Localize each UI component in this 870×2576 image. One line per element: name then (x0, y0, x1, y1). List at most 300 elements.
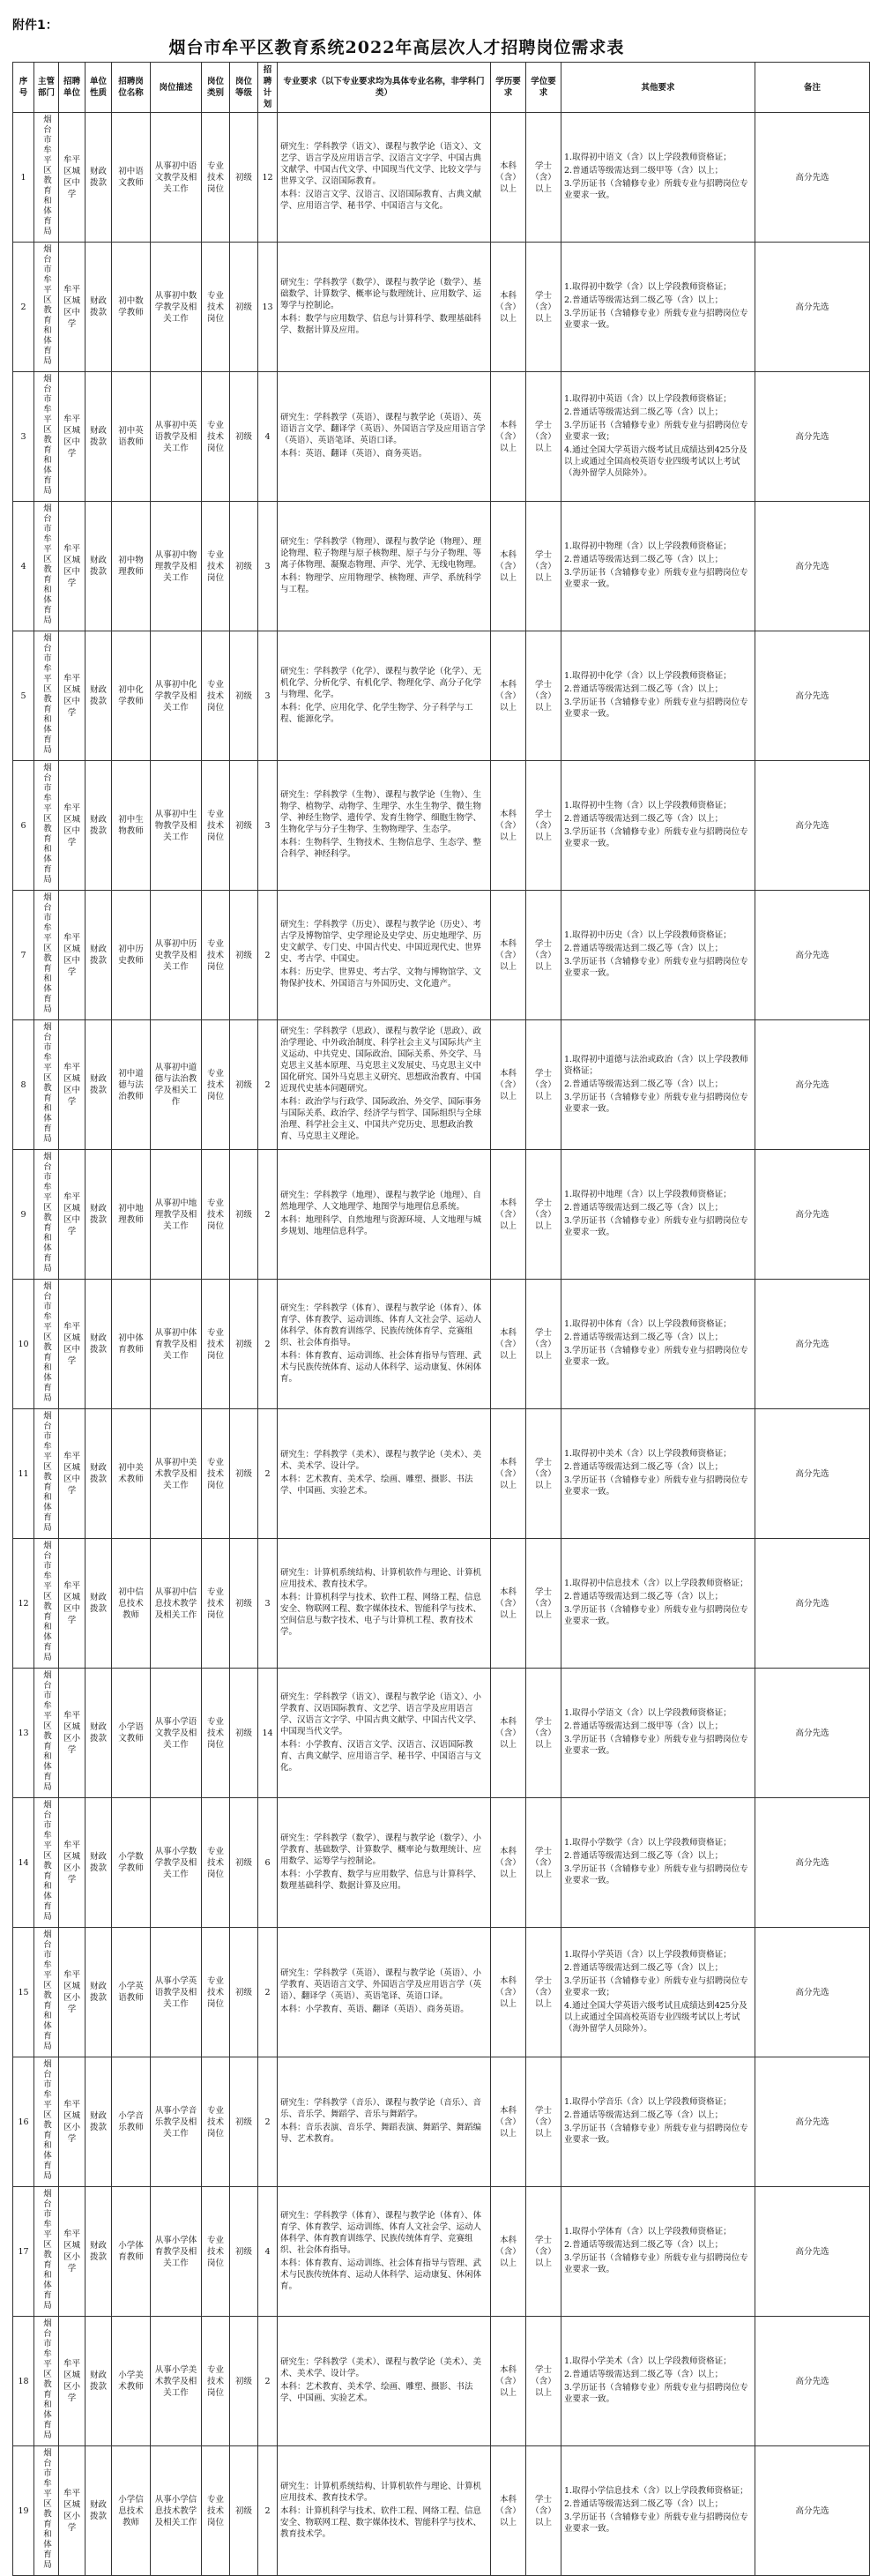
requirement-line: 3.学历证书（含辅修专业）所载专业与招聘岗位专业要求一致。 (564, 309, 748, 330)
cell-dept (34, 1020, 59, 1150)
major-graduate: 研究生：学科教学（历史）、课程与教学论（历史）、考古学及博物馆学、史学理论及史学史、历史地理学、历史文献学、专门史、中国古代史、中国近现代史、世界史、考古学、中国史。 (280, 920, 482, 964)
table-row (13, 2317, 870, 2446)
requirement-line: 2.普通话等级需达到二级乙等（含）以上； (564, 1851, 724, 1861)
table-row (13, 2446, 870, 2576)
cell-major (278, 502, 491, 631)
requirement-line: 1.取得初中英语（含）以上学段教师资格证； (564, 393, 732, 404)
cell-no: 12 (13, 1539, 34, 1669)
cell-major (278, 2057, 491, 2187)
cell-no: 6 (13, 761, 34, 891)
cell-level: 初级 (230, 1798, 258, 1928)
requirement-line: 3.学历证书（含辅修专业）所载专业与招聘岗位专业要求一致。 (564, 2383, 748, 2404)
cell-no: 17 (13, 2187, 34, 2317)
cell-nature: 财政拨款 (86, 1150, 112, 1280)
cell-level: 初级 (230, 1669, 258, 1798)
cell-no: 8 (13, 1020, 34, 1150)
cell-requirements (561, 761, 755, 891)
cell-plan: 2 (258, 1928, 278, 2057)
cell-category: 专业技术岗位 (202, 1409, 230, 1539)
cell-category: 专业技术岗位 (202, 891, 230, 1020)
cell-degree: 学士（含）以上 (526, 2187, 561, 2317)
major-undergraduate: 本科：艺术教育、美术学、绘画、雕塑、摄影、书法学、中国画、实验艺术。 (280, 2382, 473, 2403)
major-undergraduate: 本科：数学与应用数学、信息与计算科学、数理基础科学、数据计算及应用。 (280, 313, 482, 335)
major-undergraduate: 本科：英语、翻译（英语）、商务英语。 (280, 449, 428, 459)
header-cell: 专业要求（以下专业要求均为具体专业名称，非学科门类） (278, 63, 491, 113)
cell-category: 专业技术岗位 (202, 1669, 230, 1798)
cell-category: 专业技术岗位 (202, 631, 230, 761)
cell-unit: 牟平区城区中学 (59, 113, 86, 243)
major-undergraduate: 本科：历史学、世界史、考古学、文物与博物馆学、文物保护技术、外国语言与外国历史、文化遗产。 (280, 967, 482, 989)
cell-unit: 牟平区城区小学 (59, 1928, 86, 2057)
cell-major (278, 631, 491, 761)
major-graduate: 研究生：计算机系统结构、计算机软件与理论、计算机应用技术、教育技术学。 (280, 1568, 482, 1589)
cell-requirements (561, 2187, 755, 2317)
major-undergraduate: 本科：计算机科学与技术、软件工程、网络工程、信息安全、物联网工程、数字媒体技术、智能科学与技术、空间信息与数字技术、电子与计算机工程、教育技术学。 (280, 1593, 482, 1637)
cell-nature: 财政拨款 (86, 1539, 112, 1669)
cell-note: 高分先选 (755, 2057, 870, 2187)
cell-category: 专业技术岗位 (202, 502, 230, 631)
cell-category: 专业技术岗位 (202, 1280, 230, 1409)
cell-post: 小学音乐教师 (112, 2057, 151, 2187)
cell-no: 3 (13, 372, 34, 502)
cell-note: 高分先选 (755, 1669, 870, 1798)
requirement-line: 1.取得小学美术（含）以上学段教师资格证； (564, 2356, 732, 2366)
dept-text: 烟台市牟平区教育和体育局 (41, 1541, 51, 1662)
cell-note: 高分先选 (755, 1928, 870, 2057)
requirement-line: 3.学历证书（含辅修专业）所载专业与招聘岗位专业要求一致。 (564, 1475, 748, 1497)
header-cell: 岗位类别 (202, 63, 230, 113)
dept-text: 烟台市牟平区教育和体育局 (41, 1670, 51, 1792)
dept-text: 烟台市牟平区教育和体育局 (41, 2189, 51, 2311)
cell-degree: 学士（含）以上 (526, 243, 561, 372)
cell-post: 初中美术教师 (112, 1409, 151, 1539)
cell-level: 初级 (230, 243, 258, 372)
cell-education: 本科（含）以上 (491, 2317, 526, 2446)
requirement-line: 2.普通话等级需达到二级乙等（含）以上； (564, 2240, 724, 2250)
requirement-line: 2.普通话等级需达到二级乙等（含）以上； (564, 1462, 724, 1472)
major-graduate: 研究生：学科教学（物理）、课程与教学论（物理）、理论物理、粒子物理与原子核物理、原子与分子物理、等离子体物理、凝聚态物理、声学、光学、无线电物理。 (280, 536, 482, 570)
cell-education: 本科（含）以上 (491, 1280, 526, 1409)
requirement-line: 1.取得初中体育（含）以上学段教师资格证； (564, 1319, 732, 1329)
cell-unit: 牟平区城区中学 (59, 891, 86, 1020)
dept-text: 烟台市牟平区教育和体育局 (41, 1152, 51, 1273)
cell-post: 小学语文教师 (112, 1669, 151, 1798)
requirement-line: 3.学历证书（含辅修专业）所载专业与招聘岗位专业要求一致。 (564, 1216, 748, 1237)
requirement-line: 1.取得初中地理（含）以上学段教师资格证； (564, 1190, 732, 1199)
cell-desc: 从事小学语文教学及相关工作 (151, 1669, 202, 1798)
requirement-line: 2.普通话等级需达到二级乙等（含）以上； (564, 944, 724, 953)
requirement-line: 2.普通话等级需达到二级乙等（含）以上； (564, 1203, 724, 1213)
cell-level: 初级 (230, 2187, 258, 2317)
cell-requirements (561, 1798, 755, 1928)
cell-post: 初中物理教师 (112, 502, 151, 631)
requirement-line: 2.普通话等级需达到二级乙等（含）以上； (564, 2499, 724, 2509)
cell-education: 本科（含）以上 (491, 243, 526, 372)
cell-dept (34, 631, 59, 761)
header-cell: 学位要求 (526, 63, 561, 113)
cell-nature: 财政拨款 (86, 761, 112, 891)
requirement-line: 1.取得小学语文（含）以上学段教师资格证； (564, 1708, 732, 1718)
cell-plan: 3 (258, 502, 278, 631)
positions-table (12, 62, 870, 2576)
table-header-row (13, 63, 870, 113)
cell-major (278, 1409, 491, 1539)
cell-nature: 财政拨款 (86, 2317, 112, 2446)
table-row (13, 2187, 870, 2317)
cell-dept (34, 113, 59, 243)
cell-plan: 2 (258, 2317, 278, 2446)
cell-requirements (561, 1409, 755, 1539)
cell-nature: 财政拨款 (86, 372, 112, 502)
requirement-line: 1.取得小学数学（含）以上学段教师资格证； (564, 1838, 732, 1848)
header-cell: 招聘单位 (59, 63, 86, 113)
cell-nature: 财政拨款 (86, 1928, 112, 2057)
major-graduate: 研究生：学科教学（地理）、课程与教学论（地理）、自然地理学、人文地理学、地图学与地理信息系统。 (280, 1191, 482, 1212)
cell-dept (34, 2057, 59, 2187)
table-row (13, 113, 870, 243)
table-row (13, 1928, 870, 2057)
cell-unit: 牟平区城区小学 (59, 2317, 86, 2446)
cell-unit: 牟平区城区中学 (59, 631, 86, 761)
requirement-line: 1.取得初中数学（含）以上学段教师资格证； (564, 282, 732, 292)
cell-unit: 牟平区城区小学 (59, 2187, 86, 2317)
cell-desc: 从事小学美术教学及相关工作 (151, 2317, 202, 2446)
major-undergraduate: 本科：小学教育、汉语言文学、汉语言、汉语国际教育、古典文献学、应用语言学、秘书学、中国语言与文化。 (280, 1739, 482, 1773)
cell-education: 本科（含）以上 (491, 1020, 526, 1150)
table-row (13, 891, 870, 1020)
cell-dept (34, 761, 59, 891)
cell-degree: 学士（含）以上 (526, 1150, 561, 1280)
requirement-line: 3.学历证书（含辅修专业）所载专业与招聘岗位专业要求一致。 (564, 1735, 748, 1756)
cell-unit: 牟平区城区小学 (59, 1798, 86, 1928)
header-cell: 序号 (13, 63, 34, 113)
cell-level: 初级 (230, 1280, 258, 1409)
requirement-line: 2.普通话等级需达到二级乙等（含）以上； (564, 814, 724, 824)
cell-post: 小学信息技术教师 (112, 2446, 151, 2576)
cell-requirements (561, 1280, 755, 1409)
cell-post: 小学英语教师 (112, 1928, 151, 2057)
cell-degree: 学士（含）以上 (526, 1928, 561, 2057)
table-row (13, 1798, 870, 1928)
cell-nature: 财政拨款 (86, 502, 112, 631)
cell-dept (34, 2187, 59, 2317)
requirement-line: 1.取得初中道德与法治或政治（含）以上学段教师资格证； (564, 1054, 748, 1076)
requirement-line: 2.普通话等级需达到二级乙等（含）以上； (564, 1079, 724, 1089)
header-cell: 招聘岗位名称 (112, 63, 151, 113)
header-cell: 招聘计划 (258, 63, 278, 113)
cell-level: 初级 (230, 372, 258, 502)
cell-dept (34, 372, 59, 502)
cell-level: 初级 (230, 631, 258, 761)
cell-note: 高分先选 (755, 113, 870, 243)
major-graduate: 研究生：学科教学（美术）、课程与教学论（美术）、美术、美术学、设计学。 (280, 1450, 482, 1471)
cell-education: 本科（含）以上 (491, 1539, 526, 1669)
cell-major (278, 1539, 491, 1669)
table-row (13, 1669, 870, 1798)
cell-dept (34, 1409, 59, 1539)
header-cell: 其他要求 (561, 63, 755, 113)
cell-note: 高分先选 (755, 761, 870, 891)
cell-post: 初中数学教师 (112, 243, 151, 372)
requirement-line: 3.学历证书（含辅修专业）所载专业与招聘岗位专业要求一致。 (564, 2253, 748, 2274)
cell-plan: 12 (258, 113, 278, 243)
cell-level: 初级 (230, 761, 258, 891)
cell-dept (34, 1928, 59, 2057)
requirement-line: 2.普通话等级需达到二级乙等（含）以上； (564, 555, 724, 564)
table-row (13, 1150, 870, 1280)
requirement-line: 3.学历证书（含辅修专业）所载专业与招聘岗位专业要求一致。 (564, 568, 748, 589)
requirement-line: 2.普通话等级需达到二级乙等（含）以上； (564, 684, 724, 694)
major-undergraduate: 本科：音乐表演、音乐学、舞蹈表演、舞蹈学、舞蹈编导、艺术教育。 (280, 2123, 482, 2144)
cell-unit: 牟平区城区中学 (59, 1020, 86, 1150)
requirement-line: 4.通过全国大学英语六级考试且成绩达到425分及以上或通过全国高校英语专业四级考试以上考试（海外留学人员除外）。 (564, 444, 747, 478)
cell-desc: 从事初中信息技术教学及相关工作 (151, 1539, 202, 1669)
cell-requirements (561, 631, 755, 761)
cell-plan: 6 (258, 1798, 278, 1928)
cell-major (278, 761, 491, 891)
major-undergraduate: 本科：政治学与行政学、国际政治、外交学、国际事务与国际关系、政治学、经济学与哲学、国际组织与全球治理、科学社会主义、中国共产党历史、思想政治教育、马克思主义理论。 (280, 1097, 482, 1141)
major-undergraduate: 本科：计算机科学与技术、软件工程、网络工程、信息安全、物联网工程、数字媒体技术、智能科学与技术、教育技术学。 (280, 2505, 482, 2539)
cell-plan: 2 (258, 1020, 278, 1150)
cell-note: 高分先选 (755, 502, 870, 631)
cell-education: 本科（含）以上 (491, 2057, 526, 2187)
cell-post: 初中地理教师 (112, 1150, 151, 1280)
requirement-line: 3.学历证书（含辅修专业）所载专业与招聘岗位专业要求一致。 (564, 827, 748, 848)
cell-dept (34, 243, 59, 372)
cell-level: 初级 (230, 502, 258, 631)
cell-nature: 财政拨款 (86, 891, 112, 1020)
table-row (13, 502, 870, 631)
table-body (13, 113, 870, 2576)
cell-category: 专业技术岗位 (202, 2317, 230, 2446)
cell-degree: 学士（含）以上 (526, 113, 561, 243)
table-row (13, 1409, 870, 1539)
major-graduate: 研究生：学科教学（思政）、课程与教学论（思政）、政治学理论、中外政治制度、科学社会主义与国际共产主义运动、中共党史、国际政治、国际关系、外交学、马克思主义基本原理、马克思主义发展史、马克思主义中国化研究、国外马克思主义研究、思想政治教育、中国近现代史基本问题研究。 (280, 1027, 482, 1094)
cell-requirements (561, 243, 755, 372)
major-graduate: 研究生：学科教学（化学）、课程与教学论（化学）、无机化学、分析化学、有机化学、物理化学、高分子化学与物理、化学。 (280, 666, 482, 699)
cell-education: 本科（含）以上 (491, 502, 526, 631)
cell-category: 专业技术岗位 (202, 372, 230, 502)
cell-unit: 牟平区城区中学 (59, 502, 86, 631)
major-graduate: 研究生：学科教学（美术）、课程与教学论（美术）、美术、美术学、设计学。 (280, 2357, 482, 2378)
cell-desc: 从事小学信息技术教学及相关工作 (151, 2446, 202, 2576)
cell-note: 高分先选 (755, 2187, 870, 2317)
dept-text: 烟台市牟平区教育和体育局 (41, 2059, 51, 2181)
cell-nature: 财政拨款 (86, 2446, 112, 2576)
cell-no: 7 (13, 891, 34, 1020)
dept-text: 烟台市牟平区教育和体育局 (41, 1930, 51, 2051)
cell-nature: 财政拨款 (86, 1669, 112, 1798)
cell-desc: 从事初中地理教学及相关工作 (151, 1150, 202, 1280)
cell-post: 初中英语教师 (112, 372, 151, 502)
cell-education: 本科（含）以上 (491, 1150, 526, 1280)
cell-post: 初中道德与法治教师 (112, 1020, 151, 1150)
table-row (13, 372, 870, 502)
cell-major (278, 2187, 491, 2317)
cell-post: 小学体育教师 (112, 2187, 151, 2317)
table-row (13, 2057, 870, 2187)
dept-text: 烟台市牟平区教育和体育局 (41, 2318, 51, 2440)
requirement-line: 1.取得小学信息技术（含）以上学段教师资格证； (564, 2486, 748, 2496)
cell-desc: 从事初中英语教学及相关工作 (151, 372, 202, 502)
dept-text: 烟台市牟平区教育和体育局 (41, 1800, 51, 1922)
table-row (13, 1020, 870, 1150)
requirement-line: 2.普通话等级需达到二级乙等（含）以上； (564, 1592, 724, 1602)
requirement-line: 1.取得小学英语（含）以上学段教师资格证； (564, 1949, 732, 1960)
cell-no: 18 (13, 2317, 34, 2446)
requirement-line: 3.学历证书（含辅修专业）所载专业与招聘岗位专业要求一致。 (564, 1346, 748, 1367)
cell-post: 初中体育教师 (112, 1280, 151, 1409)
cell-degree: 学士（含）以上 (526, 631, 561, 761)
requirement-line: 3.学历证书（含辅修专业）所载专业与招聘岗位专业要求一致。 (564, 1605, 748, 1626)
cell-no: 2 (13, 243, 34, 372)
cell-note: 高分先选 (755, 243, 870, 372)
cell-nature: 财政拨款 (86, 1409, 112, 1539)
cell-requirements (561, 1150, 755, 1280)
major-graduate: 研究生：学科教学（体育）、课程与教学论（体育）、体育学、体育教学、运动训练、体育人文社会学、运动人体科学、体育教育训练学、民族传统体育学、竞赛组织、社会体育指导。 (280, 1303, 482, 1348)
major-graduate: 研究生：学科教学（语文）、课程与教学论（语文）、小学教育、汉语国际教育、文艺学、语言学及应用语言学、汉语言文字学、中国古典文献学、中国古代文学、中国现当代文学。 (280, 1691, 482, 1736)
requirement-line: 1.取得小学体育（含）以上学段教师资格证； (564, 2227, 732, 2236)
major-graduate: 研究生：学科教学（数学）、课程与教学论（数学）、基础数学、计算数学、概率论与数理统计、应用数学、运筹学与控制论。 (280, 277, 482, 310)
requirement-line: 3.学历证书（含辅修专业）所载专业与招聘岗位专业要求一致； (564, 1975, 748, 1997)
cell-degree: 学士（含）以上 (526, 891, 561, 1020)
table-row (13, 1280, 870, 1409)
major-graduate: 研究生：学科教学（英语）、课程与教学论（英语）、小学教育、英语语言文学、外国语言学及应用语言学（英语）、翻译学（英语）、英语笔译、英语口译。 (280, 1968, 482, 2001)
cell-level: 初级 (230, 1539, 258, 1669)
cell-education: 本科（含）以上 (491, 1928, 526, 2057)
cell-requirements (561, 372, 755, 502)
dept-text: 烟台市牟平区教育和体育局 (41, 763, 51, 885)
cell-unit: 牟平区城区中学 (59, 761, 86, 891)
cell-desc: 从事初中美术教学及相关工作 (151, 1409, 202, 1539)
table-row (13, 761, 870, 891)
major-undergraduate: 本科：体育教育、运动训练、社会体育指导与管理、武术与民族传统体育、运动人体科学、运动康复、休闲体育。 (280, 2258, 482, 2291)
cell-major (278, 1669, 491, 1798)
cell-category: 专业技术岗位 (202, 2057, 230, 2187)
cell-major (278, 2317, 491, 2446)
cell-nature: 财政拨款 (86, 243, 112, 372)
cell-major (278, 1150, 491, 1280)
cell-degree: 学士（含）以上 (526, 761, 561, 891)
cell-category: 专业技术岗位 (202, 2446, 230, 2576)
cell-nature: 财政拨款 (86, 1020, 112, 1150)
cell-education: 本科（含）以上 (491, 1409, 526, 1539)
dept-text: 烟台市牟平区教育和体育局 (41, 2448, 51, 2570)
cell-no: 10 (13, 1280, 34, 1409)
dept-text: 烟台市牟平区教育和体育局 (41, 633, 51, 755)
cell-dept (34, 1150, 59, 1280)
requirement-line: 2.普通话等级需达到二级乙等（含）以上； (564, 2110, 724, 2120)
cell-education: 本科（含）以上 (491, 113, 526, 243)
dept-text: 烟台市牟平区教育和体育局 (41, 1022, 51, 1144)
cell-plan: 2 (258, 2446, 278, 2576)
requirement-line: 2.普通话等级需达到二级甲等（含）以上； (564, 166, 724, 175)
cell-plan: 3 (258, 631, 278, 761)
cell-major (278, 1928, 491, 2057)
header-cell: 主管部门 (34, 63, 59, 113)
cell-note: 高分先选 (755, 1020, 870, 1150)
cell-major (278, 372, 491, 502)
cell-major (278, 1280, 491, 1409)
cell-unit: 牟平区城区小学 (59, 1669, 86, 1798)
cell-education: 本科（含）以上 (491, 1669, 526, 1798)
header-cell: 备注 (755, 63, 870, 113)
cell-requirements (561, 1020, 755, 1150)
header-cell: 学历要求 (491, 63, 526, 113)
cell-level: 初级 (230, 113, 258, 243)
cell-desc: 从事初中物理教学及相关工作 (151, 502, 202, 631)
cell-desc: 从事初中体育教学及相关工作 (151, 1280, 202, 1409)
cell-post: 小学数学教师 (112, 1798, 151, 1928)
requirement-line: 3.学历证书（含辅修专业）所载专业与招聘岗位专业要求一致。 (564, 2513, 748, 2534)
table-row (13, 631, 870, 761)
cell-desc: 从事初中历史教学及相关工作 (151, 891, 202, 1020)
table-row (13, 1539, 870, 1669)
cell-dept (34, 2446, 59, 2576)
cell-requirements (561, 113, 755, 243)
header-cell: 单位性质 (86, 63, 112, 113)
cell-category: 专业技术岗位 (202, 113, 230, 243)
major-undergraduate: 本科：生物科学、生物技术、生物信息学、生态学、整合科学、神经科学。 (280, 838, 482, 859)
cell-no: 13 (13, 1669, 34, 1798)
cell-requirements (561, 2317, 755, 2446)
cell-dept (34, 502, 59, 631)
cell-category: 专业技术岗位 (202, 1928, 230, 2057)
cell-unit: 牟平区城区中学 (59, 1280, 86, 1409)
cell-no: 11 (13, 1409, 34, 1539)
requirement-line: 1.取得初中物理（含）以上学段教师资格证； (564, 541, 732, 551)
cell-no: 16 (13, 2057, 34, 2187)
cell-dept (34, 1539, 59, 1669)
cell-post: 初中语文教师 (112, 113, 151, 243)
major-graduate: 研究生：学科教学（音乐）、课程与教学论（音乐）、音乐、音乐学、舞蹈学、音乐与舞蹈学。 (280, 2098, 482, 2119)
cell-note: 高分先选 (755, 1409, 870, 1539)
cell-major (278, 113, 491, 243)
cell-nature: 财政拨款 (86, 2187, 112, 2317)
cell-nature: 财政拨款 (86, 1798, 112, 1928)
cell-level: 初级 (230, 2057, 258, 2187)
cell-unit: 牟平区城区中学 (59, 372, 86, 502)
dept-text: 烟台市牟平区教育和体育局 (41, 1411, 51, 1533)
cell-no: 1 (13, 113, 34, 243)
requirement-line: 1.取得初中语文（含）以上学段教师资格证； (564, 153, 732, 162)
cell-education: 本科（含）以上 (491, 761, 526, 891)
cell-education: 本科（含）以上 (491, 372, 526, 502)
cell-requirements (561, 891, 755, 1020)
major-undergraduate: 本科：小学教育、英语、翻译（英语）、商务英语。 (280, 2005, 469, 2014)
major-graduate: 研究生：学科教学（数学）、课程与教学论（数学）、小学教育、基础数学、计算数学、概率论与数理统计、应用数学、运筹学与控制论。 (280, 1833, 482, 1866)
cell-desc: 从事初中道德与法治教学及相关工作 (151, 1020, 202, 1150)
cell-plan: 13 (258, 243, 278, 372)
cell-unit: 牟平区城区中学 (59, 1409, 86, 1539)
cell-degree: 学士（含）以上 (526, 502, 561, 631)
cell-note: 高分先选 (755, 372, 870, 502)
cell-education: 本科（含）以上 (491, 891, 526, 1020)
cell-category: 专业技术岗位 (202, 1020, 230, 1150)
cell-requirements (561, 502, 755, 631)
cell-major (278, 891, 491, 1020)
cell-plan: 2 (258, 1150, 278, 1280)
cell-major (278, 2446, 491, 2576)
cell-requirements (561, 1669, 755, 1798)
cell-major (278, 243, 491, 372)
header-cell: 岗位等级 (230, 63, 258, 113)
major-graduate: 研究生：学科教学（生物）、课程与教学论（生物）、生物学、植物学、动物学、生理学、水生生物学、微生物学、神经生物学、遗传学、发育生物学、细胞生物学、生物化学与分子生物学、生物物理学、生态学。 (280, 790, 482, 834)
cell-requirements (561, 2057, 755, 2187)
major-undergraduate: 本科：化学、应用化学、化学生物学、分子科学与工程、能源化学。 (280, 702, 473, 724)
major-undergraduate: 本科：体育教育、运动训练、社会体育指导与管理、武术与民族传统体育、运动人体科学、运动康复、休闲体育。 (280, 1350, 482, 1384)
requirement-line: 1.取得初中美术（含）以上学段教师资格证； (564, 1449, 732, 1459)
